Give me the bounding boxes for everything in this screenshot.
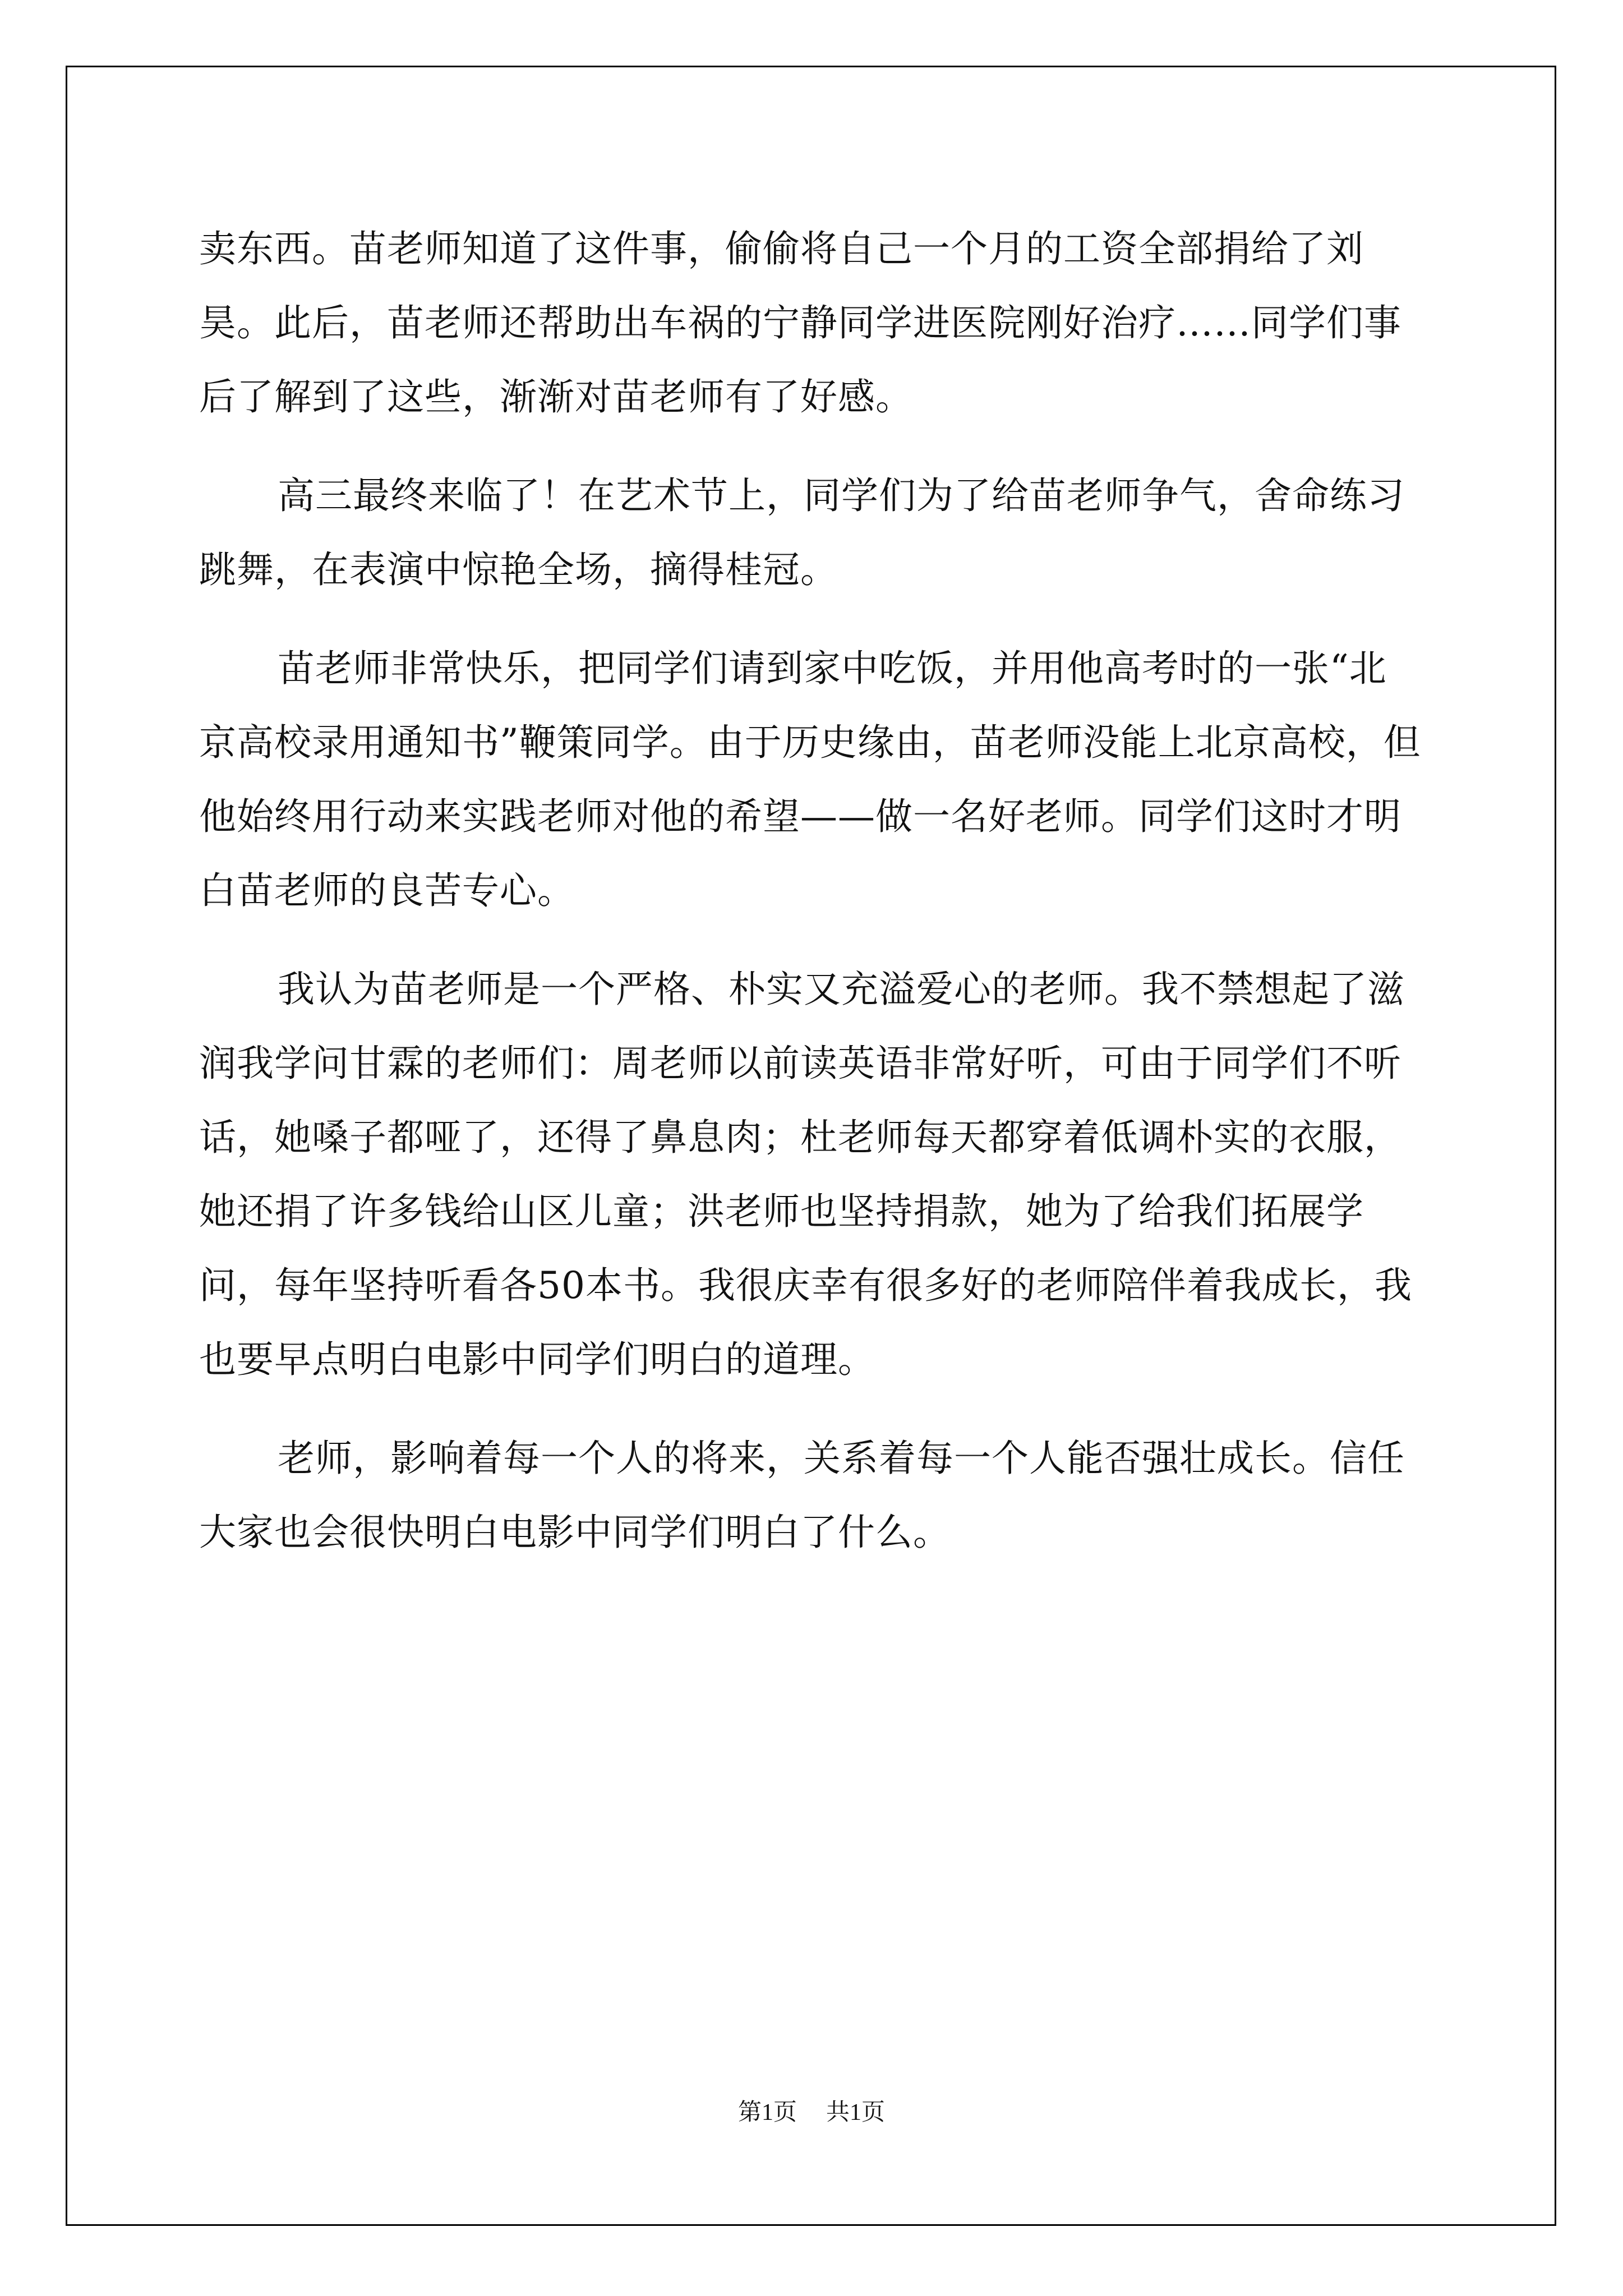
page-number: 第1页 <box>737 2100 797 2125</box>
paragraph-4: 我认为苗老师是一个严格、朴实又充溢爱心的老师。我不禁想起了滋润我学问甘霖的老师们：周老师以前读英语非常好听，可由于同学们不听话，她嗓子都哑了，还得了鼻息肉；杜老师每天都穿着低调朴实的衣服，她还捐了许多钱给山区儿童；洪老师也坚持捐款，她为了给我们拓展学问，每年坚持听看各50本书。我很庆幸有很多好的老师陪伴着我成长，我也要早点明白电影中同学们明白的道理。 <box>199 968 1412 1381</box>
paragraph-1: 卖东西。苗老师知道了这件事，偷偷将自己一个月的工资全部捐给了刘昊。此后，苗老师还帮助出车祸的宁静同学进医院刚好治疗……同学们事后了解到了这些，渐渐对苗老师有了好感。 <box>199 227 1401 418</box>
page-footer <box>0 2093 1623 2127</box>
document-body <box>199 212 1422 1570</box>
paragraph-5: 老师，影响着每一个人的将来，关系着每一个人能否强壮成长。信任大家也会很快明白电影中同学们明白了什么。 <box>199 1437 1405 1554</box>
paragraph-2: 高三最终来临了！在艺术节上，同学们为了给苗老师争气，舍命练习跳舞，在表演中惊艳全场，摘得桂冠。 <box>199 474 1405 591</box>
page-total: 共1页 <box>826 2100 886 2125</box>
paragraph-3: 苗老师非常快乐，把同学们请到家中吃饭，并用他高考时的一张“北京高校录用通知书”鞭策同学。由于历史缘由，苗老师没能上北京高校，但他始终用行动来实践老师对他的希望——做一名好老师。同学们这时才明白苗老师的良苦专心。 <box>199 647 1421 912</box>
